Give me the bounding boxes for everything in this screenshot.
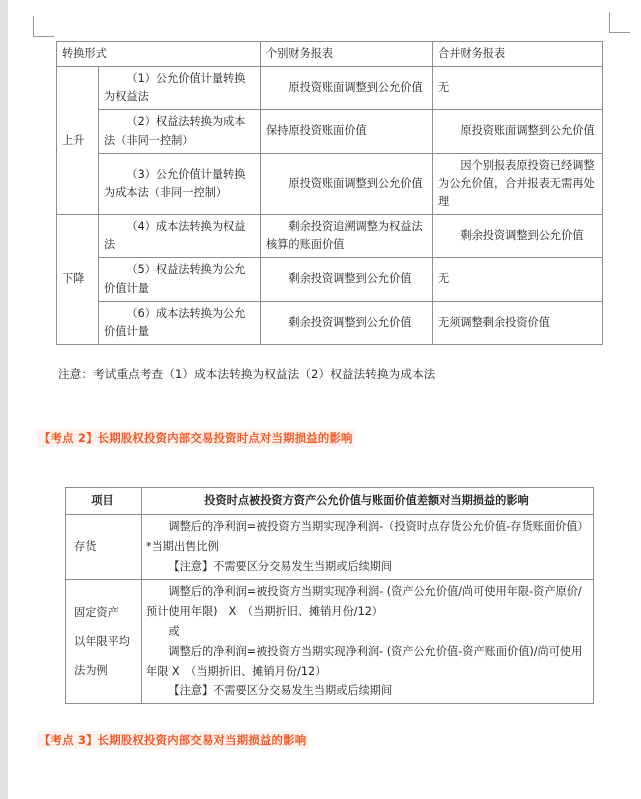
table1-consolidated-5: 无 xyxy=(433,258,603,301)
section-heading-kaodian-3: 【考点 3】长期股权投资内部交易对当期损益的影响 xyxy=(39,733,307,747)
table1-separate-4: 剩余投资追溯调整为权益法核算的账面价值 xyxy=(261,215,433,258)
table2-row-label-fixed-asset xyxy=(66,579,142,704)
table-header-row xyxy=(66,488,594,515)
table2-line-fa-4: 【注意】不需要区分交易发生当期或后续期间 xyxy=(168,684,393,698)
table2-header-item: 项目 xyxy=(66,488,142,515)
internal-transaction-effect-table-wrap xyxy=(65,487,593,704)
table1-consolidated-1: 无 xyxy=(433,67,603,110)
table1-form-1: （1）公允价值计量转换为权益法 xyxy=(99,67,261,110)
table1-form-6: （6）成本法转换为公允价值计量 xyxy=(99,301,261,344)
section-heading-kaodian-2: 【考点 2】长期股权投资内部交易投资时点对当期损益的影响 xyxy=(39,431,353,445)
table2-line-fa-2: 或 xyxy=(168,624,180,638)
document-page xyxy=(8,0,641,799)
table2-row-body-fixed-asset xyxy=(142,579,594,704)
table2-row-label-line-1: 固定资产 xyxy=(74,605,119,619)
table-row xyxy=(66,579,594,704)
table-row xyxy=(66,514,594,579)
exam-note: 注意：考试重点考查（1）成本法转换为权益法（2）权益法转换为成本法 xyxy=(58,367,436,381)
table1-separate-5: 剩余投资调整到公允价值 xyxy=(261,258,433,301)
table2-header-effect: 投资时点被投资方资产公允价值与账面价值差额对当期损益的影响 xyxy=(142,488,594,515)
table1-group-label-fall: 下降 xyxy=(57,215,99,345)
table-row xyxy=(57,67,603,110)
table2-row-label-inventory: 存货 xyxy=(66,514,142,579)
table1-header-separate: 个别财务报表 xyxy=(261,42,433,67)
table2-line-inv-1: 调整后的净利润=被投资方当期实现净利润-（投资时点存货公允价值-存货账面价值）*当期出售比例 xyxy=(146,519,583,553)
table2-line-fa-1: 调整后的净利润=被投资方当期实现净利润- (资产公允价值/尚可使用年限-资产原价/预计使用年限) X （当期折旧、摊销月份/12） xyxy=(146,584,582,618)
table1-form-5: （5）权益法转换为公允价值计量 xyxy=(99,258,261,301)
margin-corner-mark-top-left xyxy=(33,16,54,37)
table1-separate-2: 保持原投资账面价值 xyxy=(261,110,433,153)
table1-header-form: 转换形式 xyxy=(57,42,261,67)
table1-separate-6: 剩余投资调整到公允价值 xyxy=(261,301,433,344)
table1-group-label-rise: 上升 xyxy=(57,67,99,215)
table-row xyxy=(57,301,603,344)
conversion-forms-table xyxy=(56,41,603,345)
page-gutter xyxy=(0,0,8,799)
table2-row-label-line-2: 以年限平均 xyxy=(74,635,130,648)
conversion-forms-table-wrap xyxy=(56,41,602,345)
table1-form-2: （2）权益法转换为成本法（非同一控制） xyxy=(99,110,261,153)
table2-line-fa-3: 调整后的净利润=被投资方当期实现净利润- (资产公允价值-资产账面价值)/尚可使用年限 X （当期折旧、摊销月份/12） xyxy=(146,644,583,678)
table-row xyxy=(57,215,603,258)
table1-header-consolidated: 合并财务报表 xyxy=(433,42,603,67)
table1-separate-3: 原投资账面调整到公允价值 xyxy=(261,153,433,214)
table1-consolidated-6: 无须调整剩余投资价值 xyxy=(433,301,603,344)
table-row xyxy=(57,110,603,153)
table1-consolidated-3: 因个别报表原投资已经调整为公允价值，合并报表无需再处理 xyxy=(433,153,603,214)
table1-consolidated-4: 剩余投资调整到公允价值 xyxy=(433,215,603,258)
table2-row-body-inventory xyxy=(142,514,594,579)
table1-consolidated-2: 原投资账面调整到公允价值 xyxy=(433,110,603,153)
margin-corner-mark-top-right xyxy=(609,12,630,33)
table-row xyxy=(57,258,603,301)
table1-separate-1: 原投资账面调整到公允价值 xyxy=(261,67,433,110)
table-header-row xyxy=(57,42,603,67)
table2-row-label-line-3: 法为例 xyxy=(74,664,108,678)
table1-form-4: （4）成本法转换为权益法 xyxy=(99,215,261,258)
internal-transaction-effect-table xyxy=(65,487,594,704)
table2-line-inv-2: 【注意】不需要区分交易发生当期或后续期间 xyxy=(168,559,393,573)
table-row xyxy=(57,153,603,214)
table1-form-3: （3）公允价值计量转换为成本法（非同一控制） xyxy=(99,153,261,214)
